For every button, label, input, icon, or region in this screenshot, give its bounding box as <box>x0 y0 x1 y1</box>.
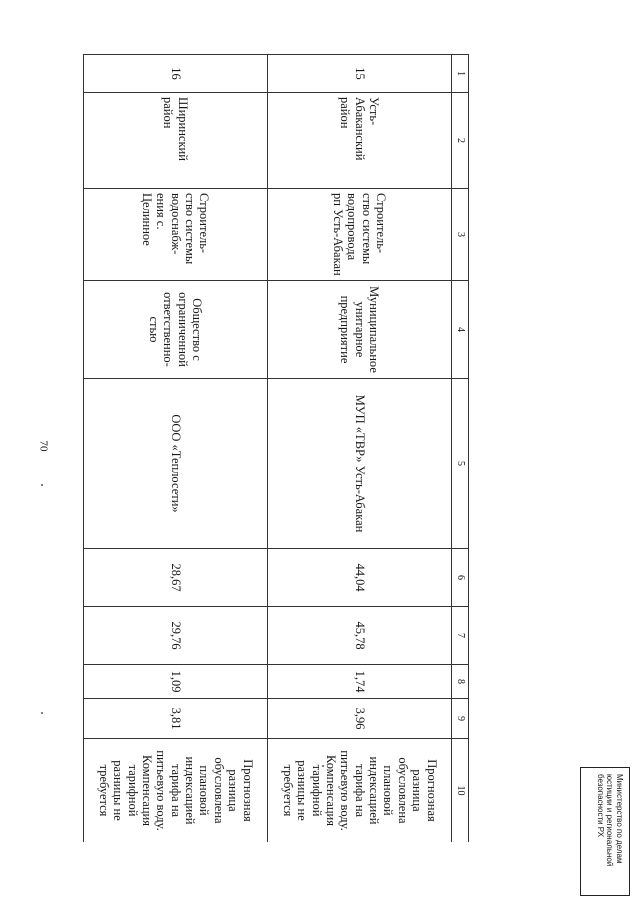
column-number: 10 <box>452 739 469 843</box>
registration-stamp <box>580 767 630 896</box>
table-container <box>83 54 469 842</box>
column-number: 3 <box>452 189 469 281</box>
note-cell: Прогнозная разница обусловлена плановой индексацией тарифа на питьевую воду. Компенсация тарифной разницы не требуется <box>268 739 452 843</box>
org-name-cell: МУП «ТВР» Усть-Абакан <box>268 379 452 549</box>
column-number: 2 <box>452 93 469 189</box>
object-cell: Строитель-ство системы водоснабж-ения с. Целинное <box>84 189 268 281</box>
value-cell: 1,74 <box>268 665 452 699</box>
value-cell: 3,81 <box>84 699 268 739</box>
scan-speck <box>41 712 43 714</box>
stamp-line: безопасности РХ <box>595 774 605 838</box>
column-number: 1 <box>452 55 469 93</box>
column-number: 4 <box>452 281 469 379</box>
column-number: 7 <box>452 607 469 665</box>
column-number: 9 <box>452 699 469 739</box>
column-number-row <box>452 55 469 843</box>
value-cell: 3,96 <box>268 699 452 739</box>
stamp-line: юстиции и региональной <box>605 774 615 867</box>
row-number: 16 <box>84 55 268 93</box>
column-number: 8 <box>452 665 469 699</box>
org-form-cell: Общество с ограниченной ответственно-стью <box>84 281 268 379</box>
value-cell: 28,67 <box>84 549 268 607</box>
org-name-cell: ООО «Теплосети» <box>84 379 268 549</box>
note-cell: Прогнозная разница обусловлена плановой индексацией тарифа на питьевую воду. Компенсация тарифной разницы не требуется <box>84 739 268 843</box>
stamp-line: Министерство по делам <box>615 774 624 864</box>
scan-speck <box>41 484 43 486</box>
table-row <box>268 55 452 843</box>
district-cell: Ширинский район <box>84 93 268 189</box>
data-table <box>83 54 469 842</box>
table-row <box>84 55 268 843</box>
value-cell: 1,09 <box>84 665 268 699</box>
org-form-cell: Муниципальное унитарное предприятие <box>268 281 452 379</box>
column-number: 5 <box>452 379 469 549</box>
value-cell: 45,78 <box>268 607 452 665</box>
value-cell: 44,04 <box>268 549 452 607</box>
row-number: 15 <box>268 55 452 93</box>
value-cell: 29,76 <box>84 607 268 665</box>
object-cell: Строитель-ство системы водопровода рп Усть-Абакан <box>268 189 452 281</box>
district-cell: Усть-Абаканский район <box>268 93 452 189</box>
column-number: 6 <box>452 549 469 607</box>
page-number: 70 <box>37 440 50 452</box>
